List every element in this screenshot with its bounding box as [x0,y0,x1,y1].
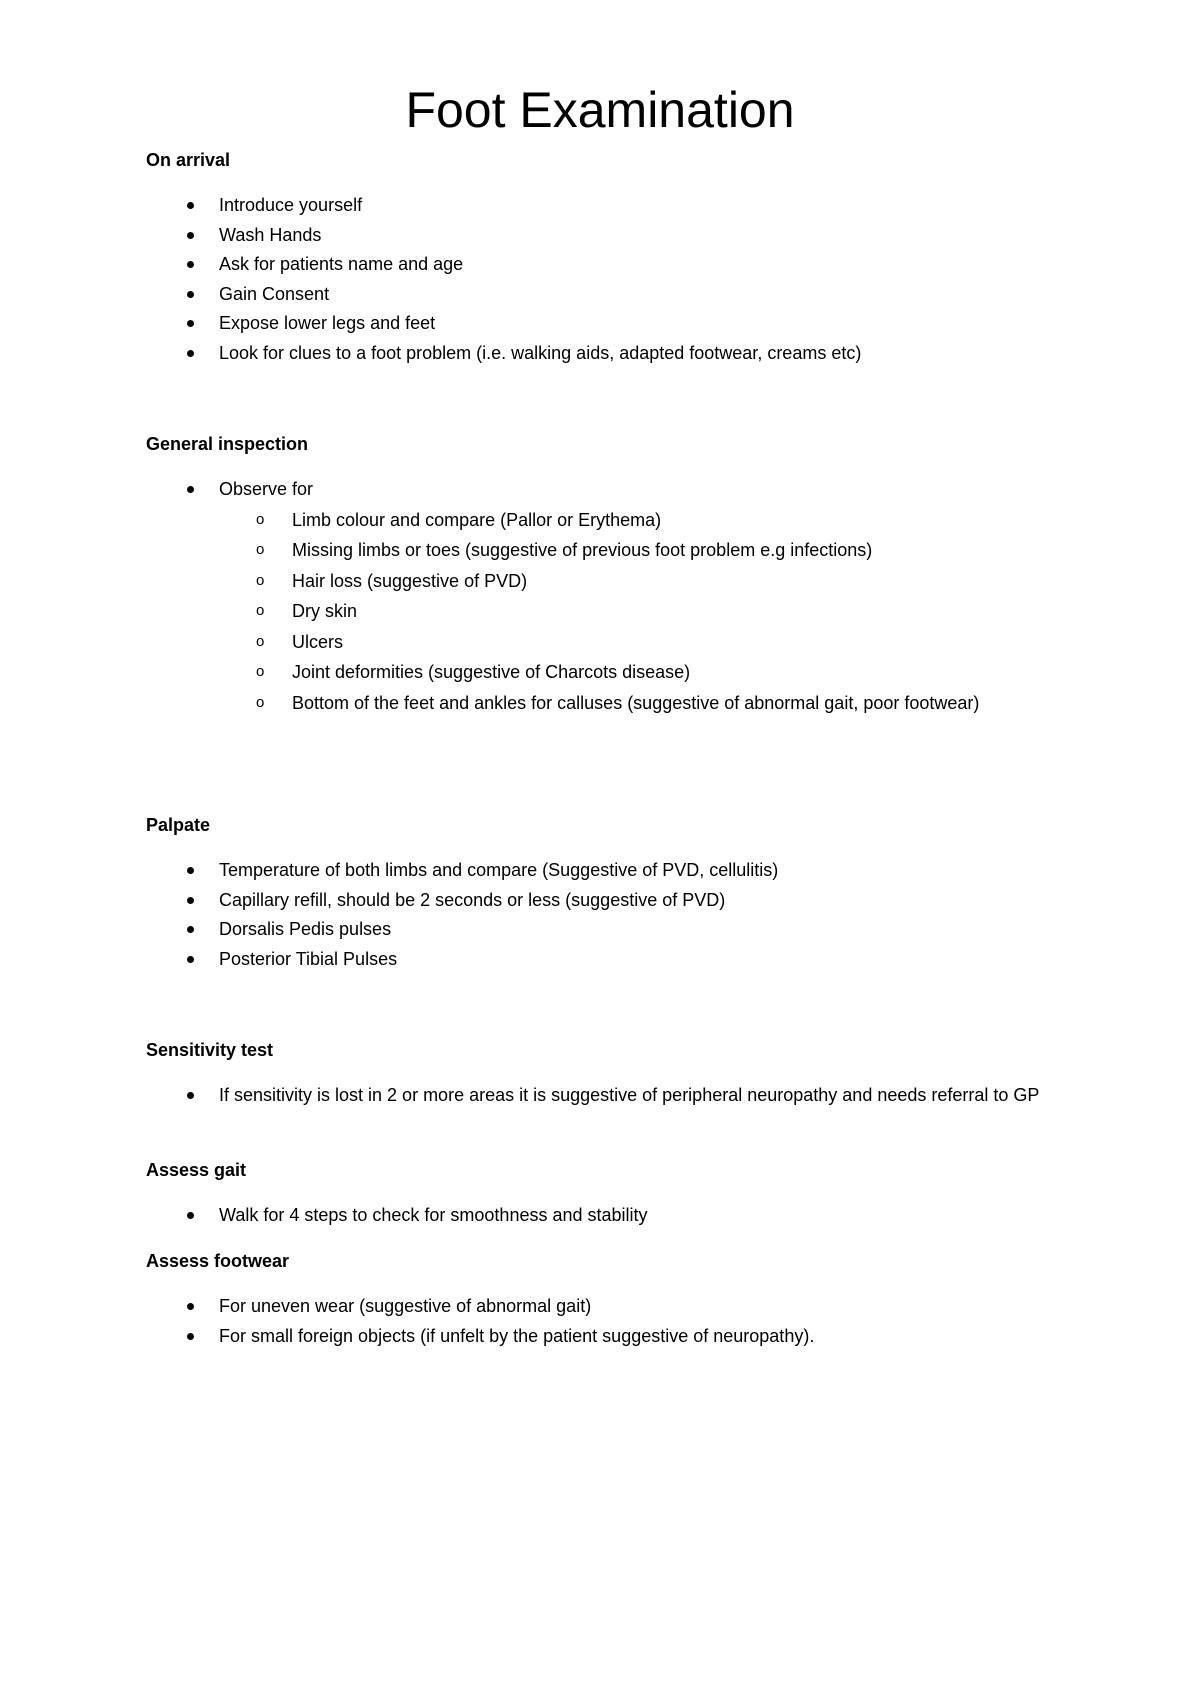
circle-bullet-icon: o [256,632,265,650]
bullet-icon [187,956,194,963]
list-item: Temperature of both limbs and compare (Suggestive of PVD, cellulitis) [0,856,1200,886]
list-item: Gain Consent [0,280,1200,310]
list-item: Ask for patients name and age [0,250,1200,280]
list-item: Wash Hands [0,221,1200,251]
list-item: Capillary refill, should be 2 seconds or less (suggestive of PVD) [0,886,1200,916]
circle-bullet-icon: o [256,602,265,619]
circle-bullet-icon: o [256,541,265,558]
list-item: Expose lower legs and feet [0,309,1200,339]
bullet-icon [187,1303,194,1310]
assess-gait-list [0,1201,1200,1231]
sublist-item: o Dry skin [0,596,1200,627]
on-arrival-list [0,191,1200,368]
section-heading-assess-footwear: Assess footwear [146,1251,290,1271]
list-item: For uneven wear (suggestive of abnormal gait) [0,1292,1200,1322]
list-item: If sensitivity is lost in 2 or more areas it is suggestive of peripheral neuropathy and needs referral to GP [0,1081,1200,1111]
assess-footwear-list [0,1292,1200,1351]
sublist-item: o Bottom of the feet and ankles for calluses (suggestive of abnormal gait, poor footwear) [0,688,1200,719]
palpate-list [0,856,1200,974]
bullet-icon [187,350,194,357]
section-heading-palpate: Palpate [146,815,211,835]
bullet-icon [187,1092,194,1099]
circle-bullet-icon: o [256,693,265,711]
sublist-item: o Joint deformities (suggestive of Charcots disease) [0,657,1200,688]
bullet-icon [187,1212,194,1219]
section-heading-general-inspection: General inspection [146,434,309,454]
observe-for-sublist [0,505,1200,719]
list-item: Observe for o Limb colour and compare (Pallor or Erythema) o Missing limbs or toes (suggestive of previous foot problem e.g infections) o Hair loss (suggestive of PVD) o Dry skin o Ulcers o Joint deformities (suggestive of Charcots disease) o Bottom of the feet and ankles for calluses (suggestive of abnormal gait, poor footwear) [0,475,1200,718]
list-item: Dorsalis Pedis pulses [0,915,1200,945]
bullet-icon [187,261,194,268]
circle-bullet-icon: o [256,663,265,680]
bullet-icon [187,232,194,239]
sublist-item: o Hair loss (suggestive of PVD) [0,566,1200,597]
sublist-item: o Limb colour and compare (Pallor or Erythema) [0,505,1200,536]
circle-bullet-icon: o [256,571,265,589]
sensitivity-test-list [0,1081,1200,1111]
circle-bullet-icon: o [256,510,265,528]
list-item: For small foreign objects (if unfelt by the patient suggestive of neuropathy). [0,1322,1200,1352]
bullet-icon [187,867,194,874]
section-heading-on-arrival: On arrival [146,150,231,170]
section-heading-assess-gait: Assess gait [146,1160,247,1180]
list-item: Posterior Tibial Pulses [0,945,1200,975]
list-item: Walk for 4 steps to check for smoothness and stability [0,1201,1200,1231]
bullet-icon [187,1333,194,1340]
bullet-icon [187,320,194,327]
section-heading-sensitivity-test: Sensitivity test [146,1040,274,1060]
bullet-icon [187,202,194,209]
bullet-icon [187,486,194,493]
list-item: Look for clues to a foot problem (i.e. walking aids, adapted footwear, creams etc) [0,339,1200,369]
sublist-item: o Ulcers [0,627,1200,658]
list-item: Introduce yourself [0,191,1200,221]
document-title: Foot Examination [405,82,795,138]
bullet-icon [187,926,194,933]
bullet-icon [187,291,194,298]
general-inspection-list [0,475,1200,718]
sublist-item: o Missing limbs or toes (suggestive of previous foot problem e.g infections) [0,535,1200,566]
bullet-icon [187,897,194,904]
